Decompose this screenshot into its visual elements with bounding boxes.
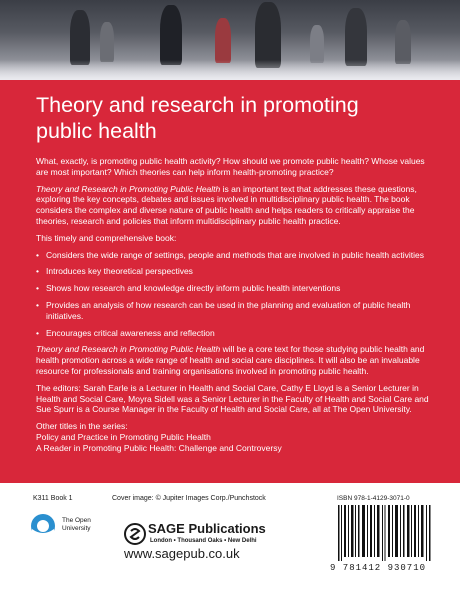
- series-title: A Reader in Promoting Public Health: Challenge and Controversy: [36, 442, 282, 453]
- ou-line: University: [62, 525, 91, 532]
- feature-item: • Provides an analysis of how research can be used in the planning and evaluation of public health initiatives.: [36, 300, 431, 322]
- barcode-number: 9 781412 930710: [330, 563, 427, 573]
- barcode-icon: [336, 505, 432, 561]
- core-text-book-title: Theory and Research in Promoting Public Health: [36, 344, 221, 355]
- series-title: Policy and Practice in Promoting Public Health: [36, 431, 211, 442]
- cover-image-credit: Cover image: © Jupiter Images Corp./Punchstock: [112, 495, 266, 502]
- description-paragraph: [36, 184, 431, 227]
- publisher-cities: London • Thousand Oaks • New Delhi: [150, 538, 257, 544]
- course-code: K311 Book 1: [33, 495, 73, 502]
- series-list: [36, 421, 431, 453]
- description-text: is an important text that addresses these questions, exploring the key concepts, debates and issues involved in multidisciplinary public health. The book considers the complex and diverse nature of public health and helps readers to critically appraise the theories, research and policies that inform multidisciplinary public health practice.: [36, 183, 417, 226]
- list-intro: This timely and comprehensive book:: [36, 232, 177, 243]
- cover-photo-strip: [0, 0, 460, 80]
- open-university-logo-icon: [30, 513, 56, 539]
- publisher-name: SAGE Publications: [148, 521, 266, 536]
- isbn: ISBN 978-1-4129-3071-0: [337, 495, 410, 502]
- ou-line: The Open: [62, 517, 91, 524]
- feature-item: • Introduces key theoretical perspectives: [36, 266, 431, 277]
- core-text-paragraph: [36, 344, 431, 376]
- description-book-title: Theory and Research in Promoting Public Health: [36, 183, 221, 194]
- feature-item: • Considers the wide range of settings, people and methods that are involved in public health activities: [36, 250, 431, 261]
- publisher-url: www.sagepub.co.uk: [124, 546, 240, 561]
- open-university-wordmark: [62, 517, 102, 533]
- core-text-text: will be a core text for those studying public health and health promotion across a wide range of health and social care disciplines. It will also be an invaluable resource for professionals and training organisations involved in promoting public health.: [36, 344, 425, 376]
- feature-item: • Shows how research and knowledge directly inform public health interventions: [36, 283, 431, 294]
- series-heading: Other titles in the series:: [36, 421, 128, 432]
- book-title: Theory and research in promoting public health: [36, 93, 359, 143]
- feature-item: • Encourages critical awareness and reflection: [36, 328, 431, 339]
- intro-paragraph: What, exactly, is promoting public health activity? How should we promote public health? Whose values are most important? Which theories can help inform health-promoting practice?: [36, 156, 425, 177]
- footer-band: [0, 483, 460, 600]
- back-cover-text: [36, 156, 431, 454]
- feature-list: [36, 250, 431, 339]
- editors-paragraph: The editors: Sarah Earle is a Lecturer in Health and Social Care, Cathy E Lloyd is a Senior Lecturer in Health and Social Care, Moyra Sidell was a Senior Lecturer in the Faculty of Health and Social Care and Sue Spurr is a Course Manager in the Faculty of Health and Social Care, all at The Open University.: [36, 382, 429, 415]
- sage-logo-icon: [124, 523, 146, 545]
